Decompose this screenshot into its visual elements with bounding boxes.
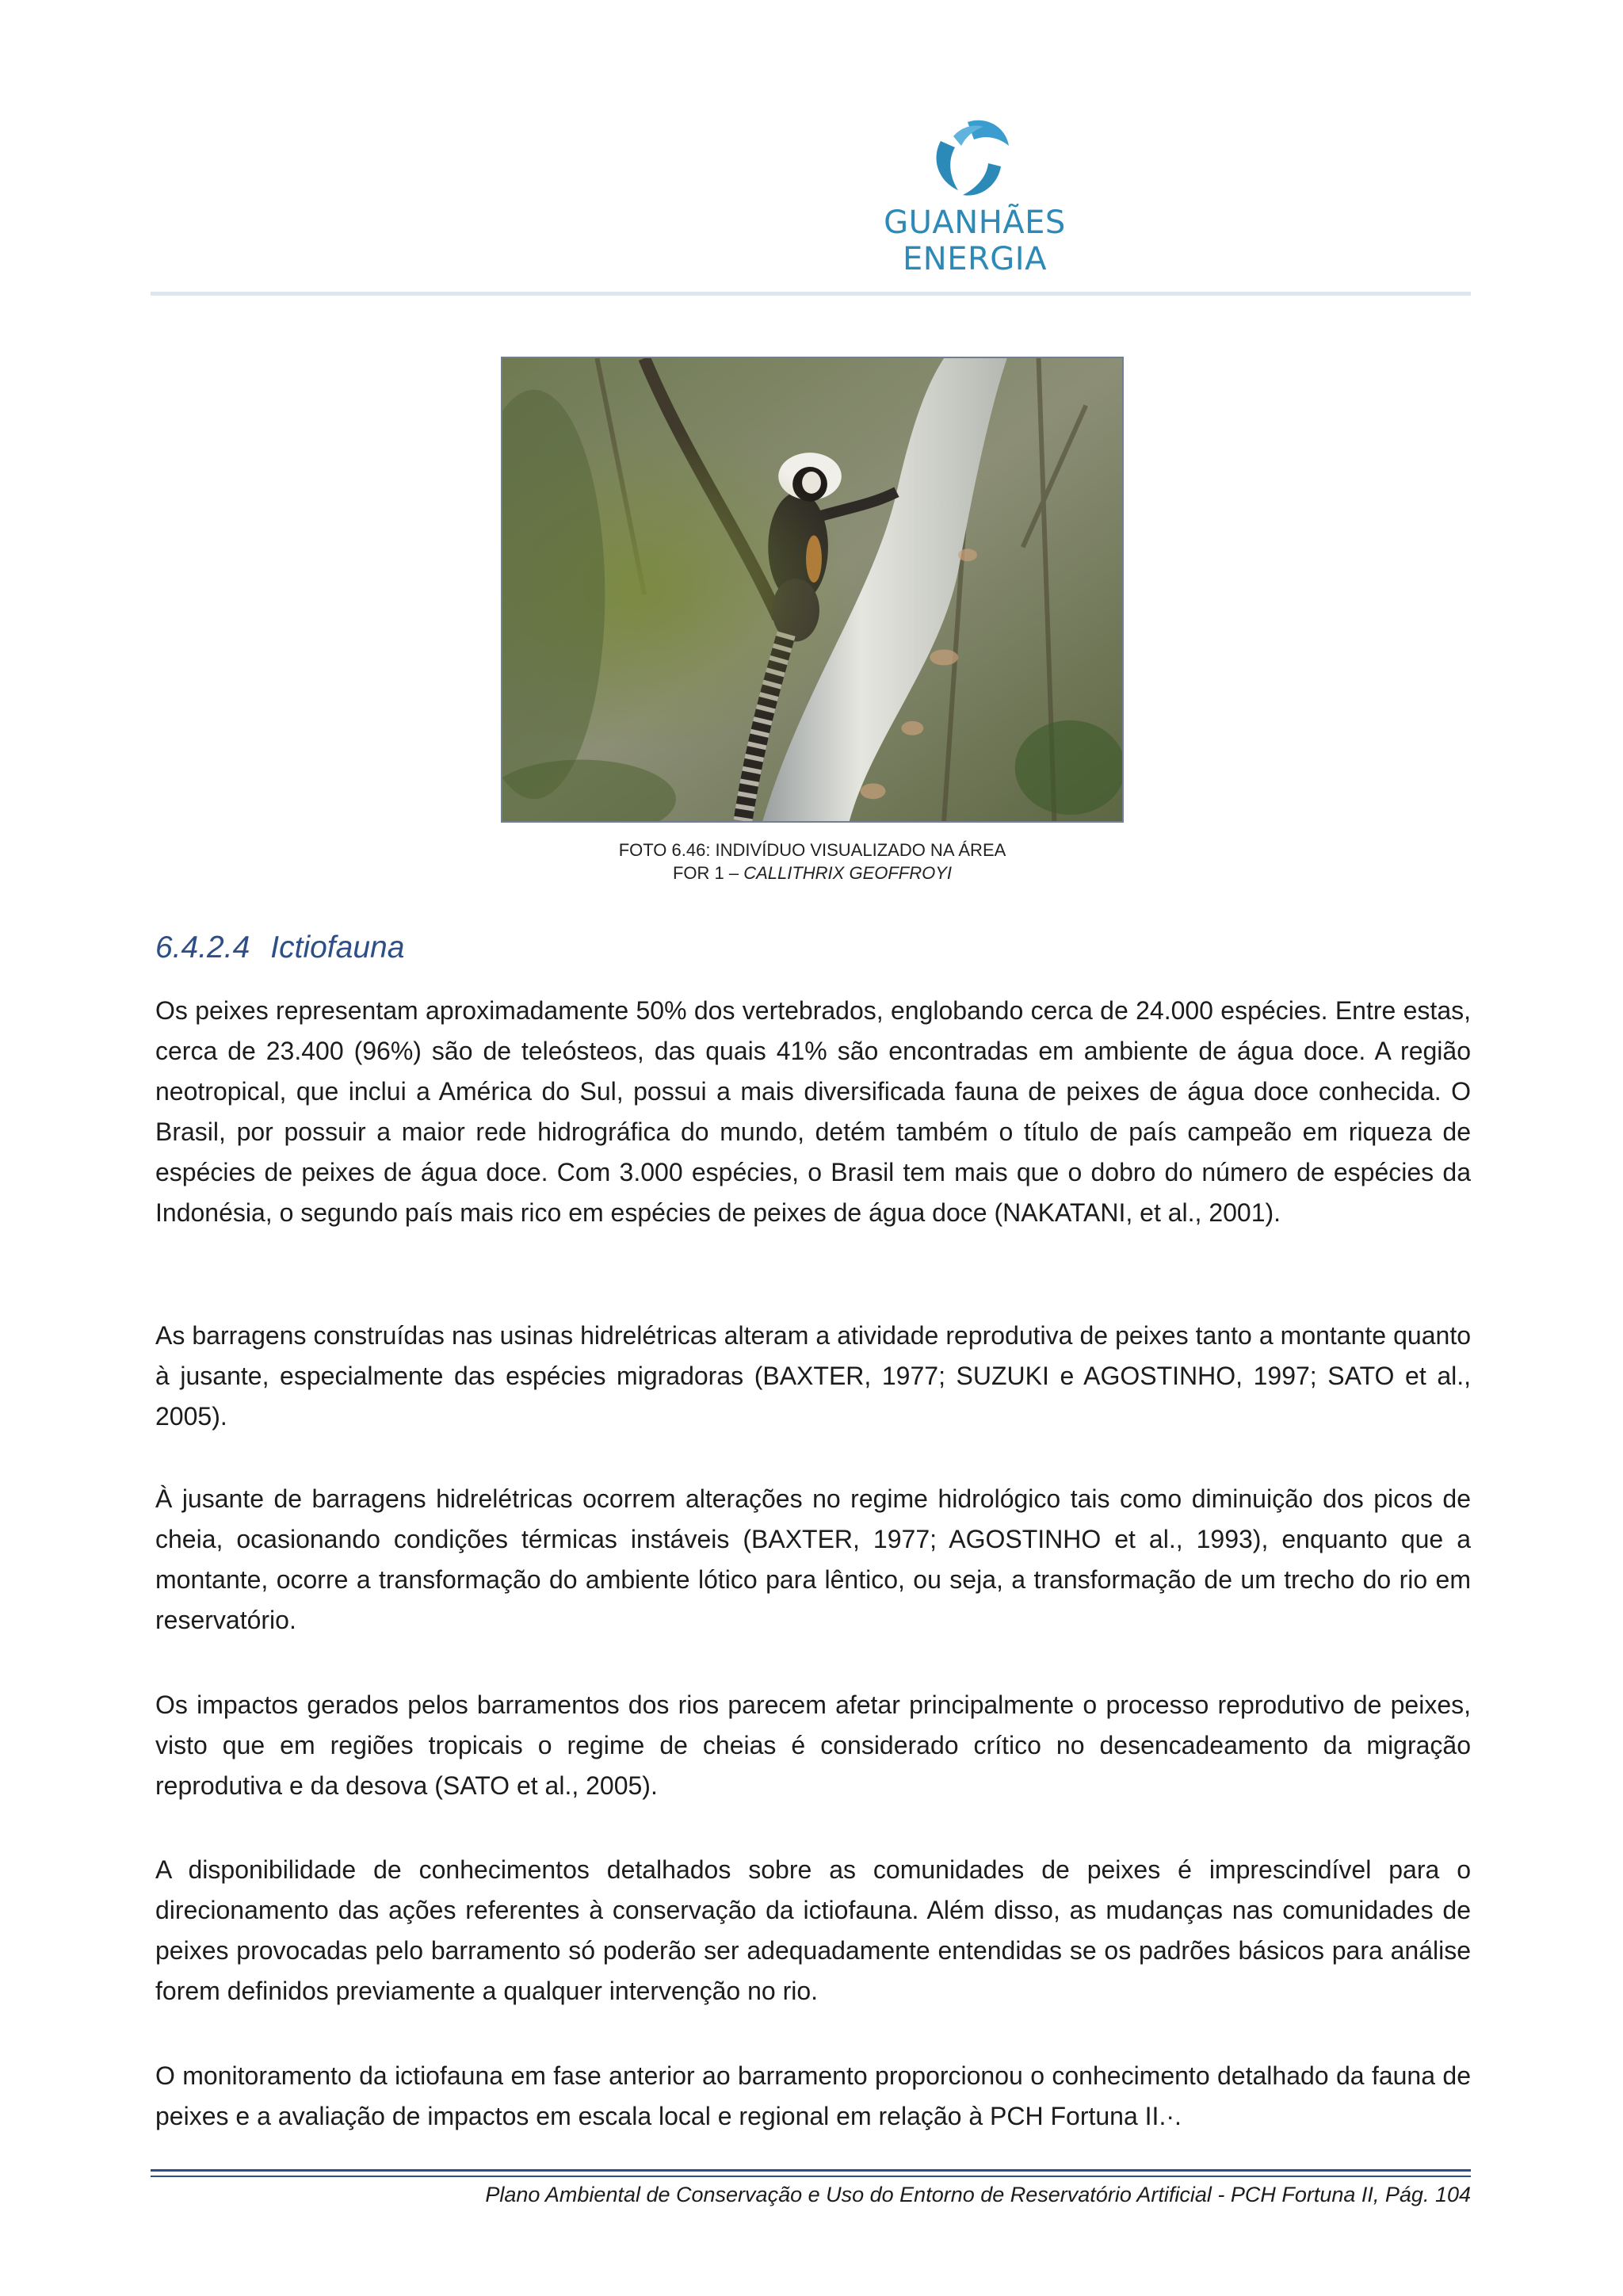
- guanhaes-logo-icon: [923, 109, 1018, 204]
- paragraph-4: Os impactos gerados pelos barramentos dos rios parecem afetar principalmente o processo reprodutivo de peixes, visto que em regiões tropicais o regime de cheias é considerado crítico no desencadeamento da migração reprodutiva e da desova (SATO et al., 2005).: [155, 1690, 1471, 1800]
- caption-species: CALLITHRIX GEOFFROYI: [743, 863, 953, 883]
- photo-caption: [501, 839, 1124, 884]
- footer-divider-bottom: [151, 2176, 1471, 2177]
- header-divider: [151, 292, 1471, 296]
- section-title: Ictiofauna: [270, 930, 405, 965]
- logo-wordmark: GUANHÃES ENERGIA: [884, 204, 1066, 277]
- section-number: 6.4.2.4: [155, 930, 250, 965]
- paragraph-3: À jusante de barragens hidrelétricas ocorrem alterações no regime hidrológico tais como diminuição dos picos de cheia, ocasionando condições térmicas instáveis (BAXTER, 1977; AGOSTINHO et al., 1993), enquanto que a montante, ocorre a transformação do ambiente lótico para lêntico, ou seja, a transformação de um trecho do rio em reservatório.: [155, 1484, 1471, 1634]
- paragraph-1: Os peixes representam aproximadamente 50% dos vertebrados, englobando cerca de 24.000 espécies. Entre estas, cerca de 23.400 (96%) são de teleósteos, das quais 41% são encontradas em ambiente de água doce. A região neotropical, que inclui a América do Sul, possui a mais diversificada fauna de peixes de água doce conhecida. O Brasil, por possuir a maior rede hidrográfica do mundo, detém também o título de país campeão em riqueza de espécies de peixes de água doce. Com 3.000 espécies, o Brasil tem mais que o dobro do número de espécies da Indonésia, o segundo país mais rico em espécies de peixes de água doce (NAKATANI, et al., 2001).: [155, 996, 1471, 1227]
- paragraph-5: A disponibilidade de conhecimentos detalhados sobre as comunidades de peixes é imprescindível para o direcionamento das ações referentes à conservação da ictiofauna. Além disso, as mudanças nas comunidades de peixes provocadas pelo barramento só poderão ser adequadamente entendidas se os padrões básicos para análise forem definidos previamente a qualquer intervenção no rio.: [155, 1855, 1471, 2005]
- caption-line-2-prefix: FOR 1 –: [672, 863, 744, 883]
- marmoset-photo: [501, 357, 1124, 823]
- paragraph-2: As barragens construídas nas usinas hidrelétricas alteram a atividade reprodutiva de peixes tanto a montante quanto à jusante, especialmente das espécies migradoras (BAXTER, 1977; SUZUKI e AGOSTINHO, 1997; SATO et al., 2005).: [155, 1321, 1471, 1431]
- caption-line-1: FOTO 6.46: INDIVÍDUO VISUALIZADO NA ÁREA: [618, 840, 1006, 860]
- footer-divider-top: [151, 2169, 1471, 2172]
- page-footer: Plano Ambiental de Conservação e Uso do Entorno de Reservatório Artificial - PCH Fortuna II, Pág. 104: [485, 2183, 1471, 2206]
- caption-line-2: [501, 861, 1124, 884]
- section-heading: [155, 930, 404, 965]
- paragraph-6: O monitoramento da ictiofauna em fase anterior ao barramento proporcionou o conhecimento detalhado da fauna de peixes e a avaliação de impactos em escala local e regional em relação à PCH Fortuna II.·.: [155, 2061, 1471, 2130]
